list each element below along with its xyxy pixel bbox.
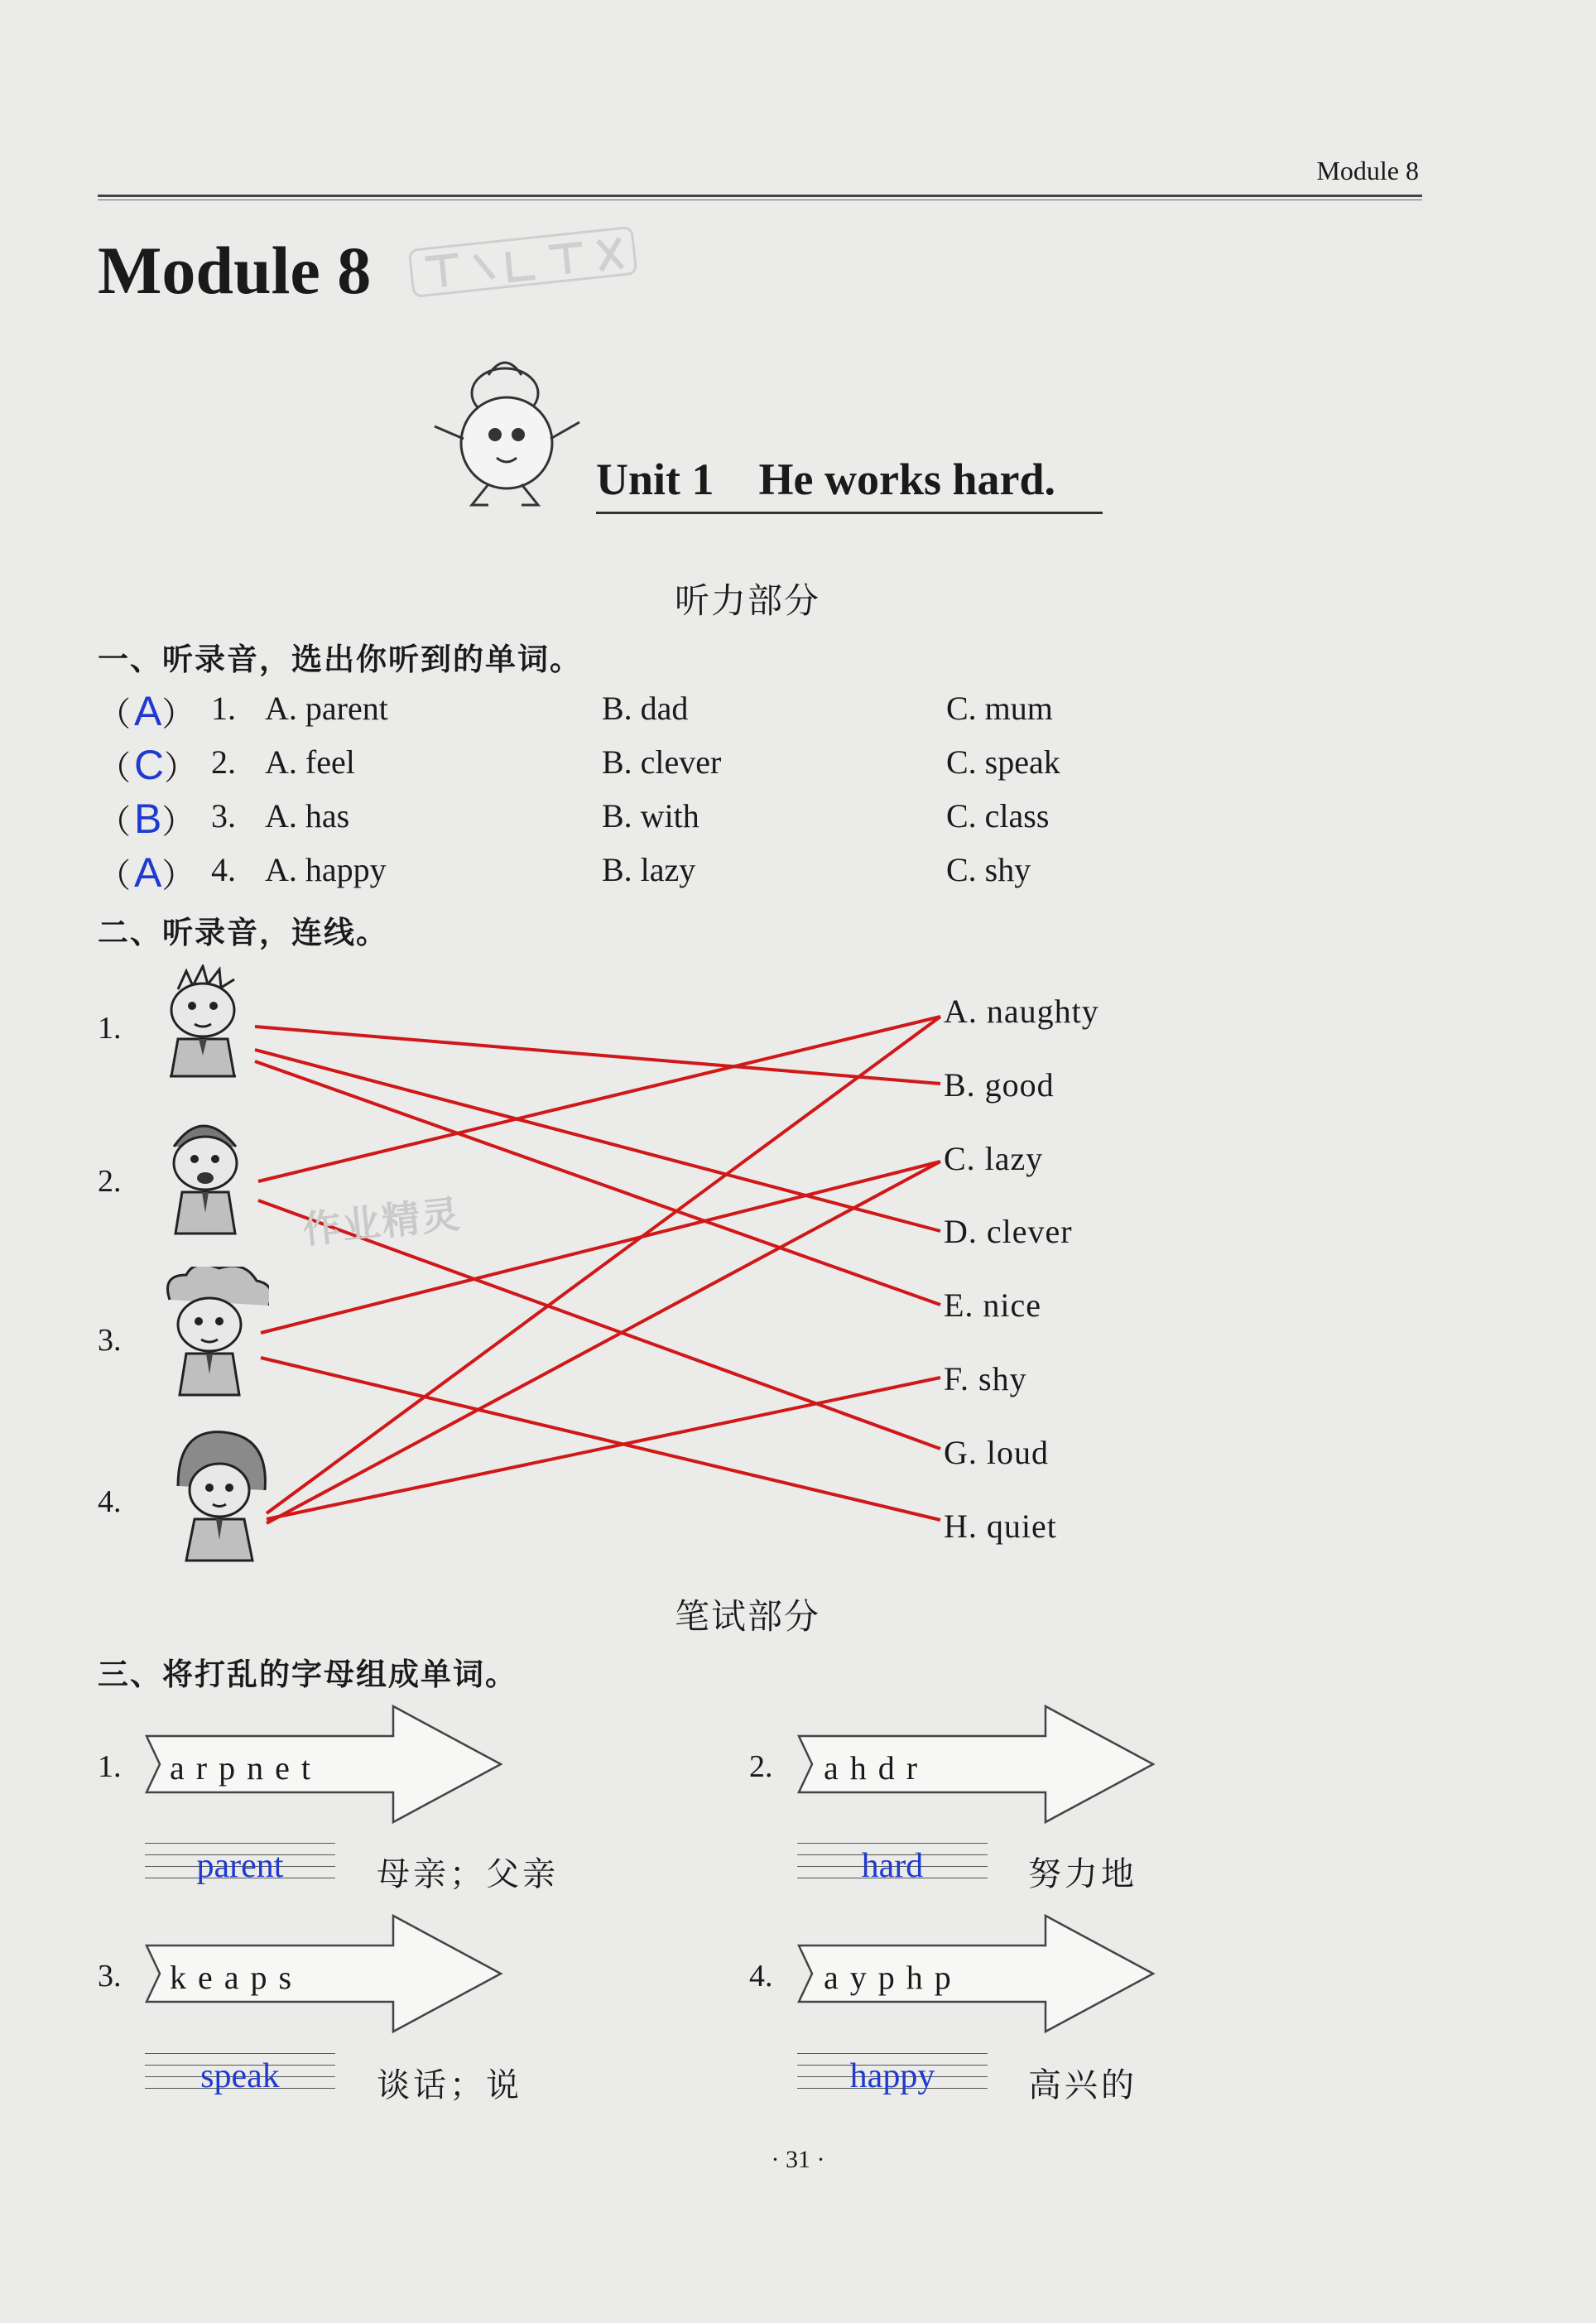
q3-num: 3.: [98, 1959, 122, 1994]
q3-num: 4.: [749, 1959, 773, 1994]
scrambled-letters: arpnet: [170, 1749, 322, 1787]
answer-word: hard: [861, 1847, 924, 1885]
q1-heading: 一、听录音，选出你听到的单词。: [98, 642, 582, 677]
q2-heading: 二、听录音，连线。: [98, 915, 388, 950]
watermark-2: 作业精灵: [300, 1191, 464, 1253]
match-option: D. clever: [944, 1213, 1073, 1250]
word-meaning: 高兴的: [1028, 2066, 1137, 2104]
q1-option-b: B. clever: [602, 743, 722, 781]
q1-option-b: B. lazy: [602, 851, 696, 888]
match-option: H. quiet: [944, 1508, 1057, 1545]
writing-section-title: 笔试部分: [675, 1596, 821, 1637]
q3-num: 1.: [98, 1749, 122, 1784]
q1-item: （B）: [98, 796, 199, 842]
word-meaning: 努力地: [1028, 1855, 1137, 1893]
q1-item: （A）: [98, 849, 199, 896]
answer-word: speak: [200, 2057, 280, 2095]
q1-num: 3.: [211, 797, 236, 834]
module-title: Module 8: [98, 233, 372, 308]
q1-option-a: A. happy: [265, 851, 387, 888]
word-meaning: 谈话；说: [377, 2066, 522, 2104]
q1-option-c: C. mum: [946, 690, 1053, 727]
word-meaning: 母亲；父亲: [377, 1855, 559, 1893]
person-number: 3.: [98, 1323, 122, 1358]
q1-num: 4.: [211, 851, 236, 888]
match-option: C. lazy: [944, 1140, 1044, 1177]
answer-letter: A: [134, 849, 162, 896]
q1-item: （C）: [98, 742, 201, 788]
person-number: 1.: [98, 1011, 122, 1046]
answer-word: parent: [196, 1847, 284, 1885]
q1-option-b: B. with: [602, 797, 699, 834]
scrambled-letters: ahdr: [824, 1749, 930, 1787]
match-option: B. good: [944, 1066, 1055, 1104]
person-number: 4.: [98, 1484, 122, 1519]
running-head: Module 8: [1316, 156, 1419, 185]
match-option: F. shy: [944, 1360, 1027, 1397]
scrambled-letters: ayphp: [824, 1959, 963, 1996]
q1-option-c: C. class: [946, 797, 1050, 834]
match-line-3-H: [261, 1358, 940, 1520]
q1-num: 1.: [211, 690, 236, 727]
scrambled-letters: keaps: [170, 1959, 304, 1996]
q1-option-c: C. shy: [946, 851, 1031, 888]
q1-item: （A）: [98, 688, 199, 734]
match-option: E. nice: [944, 1287, 1042, 1324]
q1-num: 2.: [211, 743, 236, 781]
match-option: A. naughty: [944, 993, 1099, 1030]
answer-word: happy: [849, 2057, 935, 2095]
listening-section-title: 听力部分: [675, 580, 821, 621]
unit-title: Unit 1 He works hard.: [596, 454, 1056, 504]
q1-option-c: C. speak: [946, 743, 1060, 781]
match-line-1-B: [255, 1027, 940, 1084]
answer-letter: A: [134, 688, 162, 734]
q1-option-a: A. parent: [265, 690, 388, 727]
person-number: 2.: [98, 1164, 122, 1199]
q1-option-a: A. feel: [265, 743, 355, 781]
match-line-4-F: [267, 1378, 940, 1519]
answer-letter: C: [134, 742, 165, 788]
page-number: · 31 ·: [771, 2146, 825, 2173]
q1-option-a: A. has: [265, 797, 350, 834]
q3-num: 2.: [749, 1749, 773, 1784]
q3-heading: 三、将打乱的字母组成单词。: [98, 1657, 517, 1692]
match-option: G. loud: [944, 1434, 1049, 1471]
q1-option-b: B. dad: [602, 690, 689, 727]
answer-letter: B: [134, 796, 162, 842]
